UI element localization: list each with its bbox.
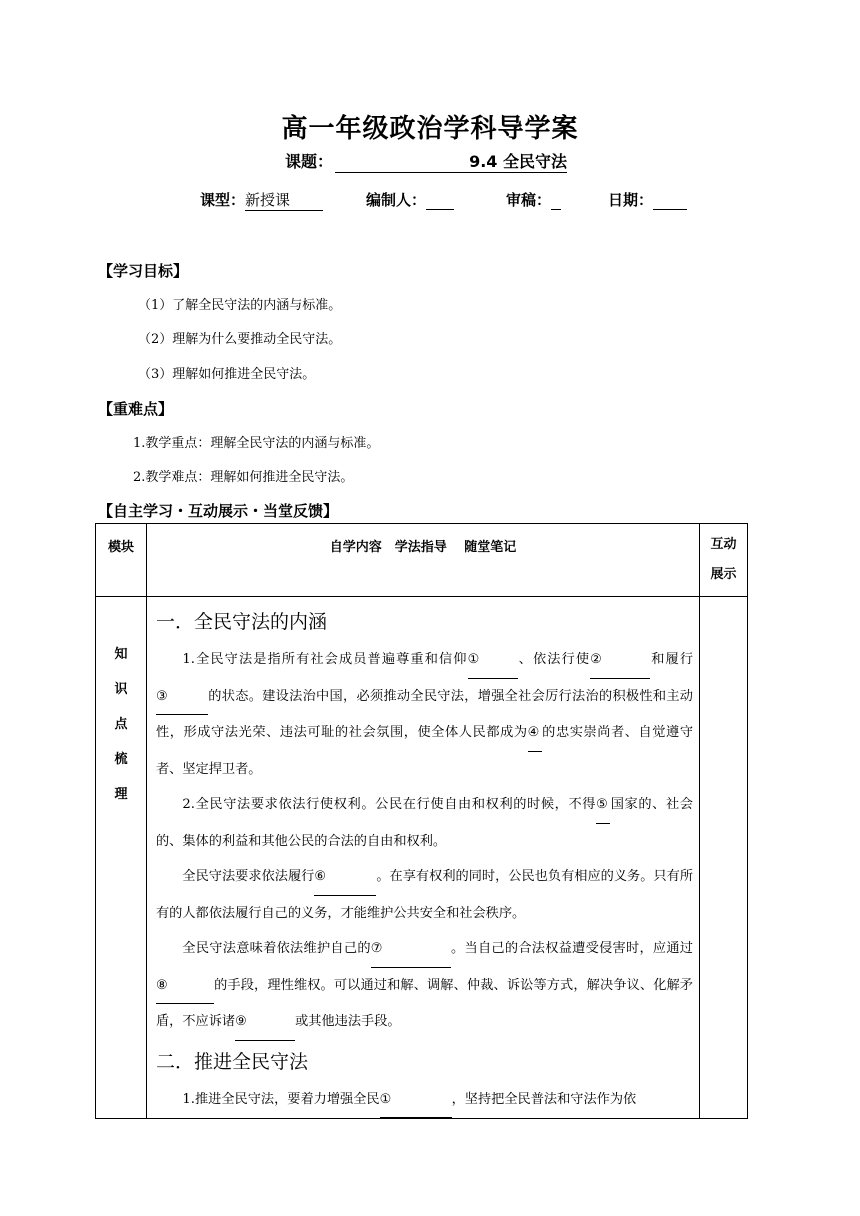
- side-label-cell: [96, 597, 147, 1119]
- date-field: [608, 189, 687, 210]
- keypoint-item: 1.教学重点：理解全民守法的内涵与标准。: [133, 436, 380, 451]
- side-char: 知: [114, 647, 128, 662]
- paragraph-5: 1.推进全民守法，要着力增强全民① ，坚持把全民普法和守法作为依: [156, 1082, 693, 1119]
- blank-field[interactable]: ⑦: [371, 931, 451, 968]
- side-char: 理: [114, 787, 128, 802]
- activity-table: [95, 523, 748, 1119]
- editor-label: 编制人：: [366, 191, 427, 209]
- header-module: 模块: [96, 524, 147, 597]
- blank-field[interactable]: ⑤: [596, 787, 610, 824]
- topic-label: 课题：: [285, 152, 334, 171]
- section-2-title: 二．推进全民守法: [156, 1050, 309, 1073]
- keypoint-item: 2.教学难点：理解如何推进全民守法。: [133, 470, 354, 485]
- paragraph-4: 全民守法意味着依法维护自己的⑦ 。当自己的合法权益遭受侵害时，应通过⑧ 的手段，理性维权。可以通过和解、调解、仲裁、诉讼等方式，解决争议、化解矛盾，不应诉诸⑨ 或其他违法手段。: [156, 931, 693, 1041]
- page-title: 高一年级政治学科导学案: [281, 114, 579, 144]
- table-body-row: [96, 597, 748, 1119]
- objectives-heading: 【学习目标】: [98, 262, 189, 280]
- objective-item: （2）理解为什么要推动全民守法。: [138, 332, 342, 347]
- type-label: 课型：: [200, 191, 246, 209]
- editor-blank: [426, 191, 454, 210]
- type-value: 新授课: [245, 189, 323, 211]
- objective-item: （3）理解如何推进全民守法。: [138, 367, 316, 382]
- paragraph-1: 1.全民守法是指所有社会成员普遍尊重和信仰① 、依法行使② 和履行③ 的状态。建设法治中国，必须推动全民守法，增强全社会厉行法治的积极性和主动性，形成守法光荣、违法可耻的社会氛围，使全体人民都成为④ 的忠实崇尚者、自觉遵守者、坚定捍卫者。: [156, 642, 693, 787]
- type-field: [200, 189, 323, 211]
- section-1-title: 一．全民守法的内涵: [156, 611, 328, 633]
- blank-field[interactable]: ⑥: [314, 859, 376, 896]
- side-char: 识: [114, 682, 128, 697]
- objective-item: （1）了解全民守法的内涵与标准。: [138, 298, 342, 313]
- display-cell: [700, 597, 748, 1119]
- date-blank: [653, 191, 687, 210]
- blank-field[interactable]: ①: [380, 1082, 452, 1119]
- blank-field[interactable]: ①: [468, 642, 518, 679]
- paragraph-2: 2.全民守法要求依法行使权利。公民在行使自由和权利的时候，不得⑤ 国家的、社会的、集体的利益和其他公民的合法的自由和权利。: [156, 787, 693, 859]
- content-cell: [147, 597, 700, 1119]
- blank-field[interactable]: ⑧: [156, 968, 214, 1005]
- reviewer-field: [506, 189, 561, 210]
- paragraph-3: 全民守法要求依法履行⑥ 。在享有权利的同时，公民也负有相应的义务。只有所有的人都依法履行自己的义务，才能维护公共安全和社会秩序。: [156, 859, 693, 931]
- activity-heading: 【自主学习・互动展示・当堂反馈】: [98, 502, 339, 520]
- blank-field[interactable]: ⑨: [235, 1004, 295, 1041]
- reviewer-blank: [551, 191, 561, 210]
- header-display: 互动 展示: [700, 524, 748, 597]
- keypoints-heading: 【重难点】: [98, 400, 174, 418]
- topic-value: 9.4 全民守法: [335, 149, 567, 173]
- side-char: 梳: [114, 752, 128, 767]
- side-char: 点: [114, 717, 128, 732]
- blank-field[interactable]: ④: [528, 715, 542, 752]
- table-header-row: [96, 524, 748, 597]
- blank-field[interactable]: ③: [156, 679, 208, 716]
- blank-field[interactable]: ②: [590, 642, 650, 679]
- reviewer-label: 审稿：: [506, 191, 552, 209]
- editor-field: [366, 189, 454, 210]
- date-label: 日期：: [608, 191, 654, 209]
- header-content: 自学内容 学法指导 随堂笔记: [147, 524, 700, 597]
- topic-line: [285, 149, 567, 173]
